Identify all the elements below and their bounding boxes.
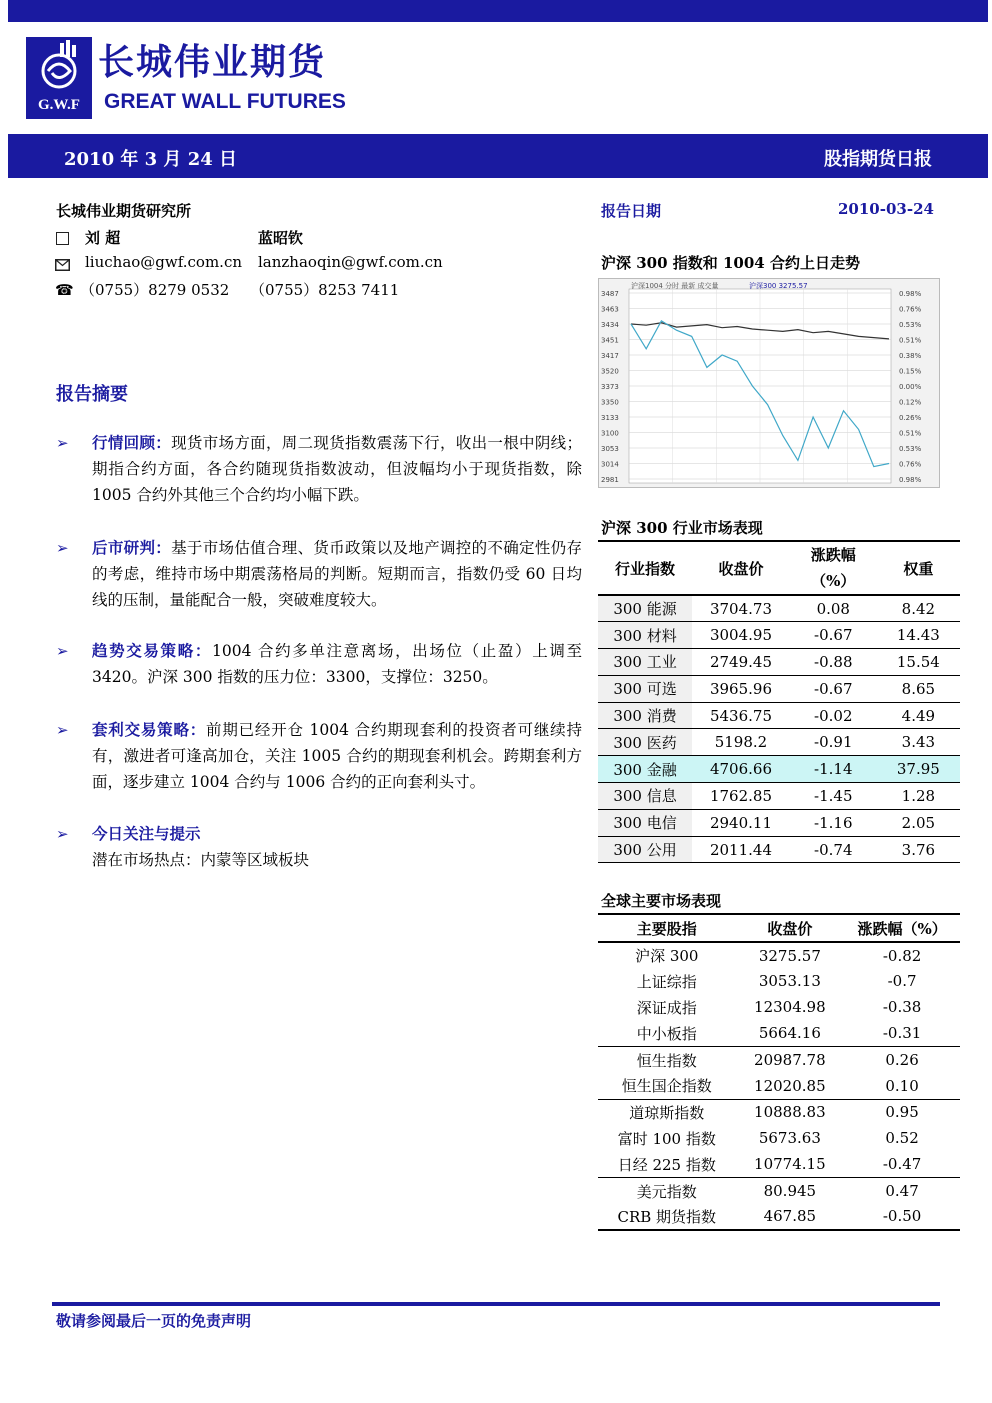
table-cell: 4706.66 [692, 756, 790, 783]
table-cell: 道琼斯指数 [629, 1103, 705, 1122]
col-header: 涨跌幅（%） [844, 914, 960, 942]
y-tick-label: 3373 [601, 383, 619, 391]
col-header: 收盘价 [736, 914, 845, 942]
company-logo [26, 37, 92, 119]
intraday-chart-svg [599, 279, 941, 489]
table-row [598, 702, 960, 729]
table-cell: 日经 225 指数 [598, 1152, 736, 1178]
table-cell: 14.43 [877, 622, 960, 649]
top-banner [8, 0, 988, 22]
report-date-header: 2010 年 3 月 24 日 [64, 149, 238, 170]
table-cell: 2011.44 [692, 836, 790, 863]
y-tick-label-right: 0.00% [899, 383, 922, 391]
table-row [598, 968, 960, 994]
table-cell: 300 能源 [598, 595, 692, 622]
author-phone-1: （0755）8279 0532 [80, 281, 230, 299]
table-cell: -0.02 [790, 702, 877, 729]
col-header: 收盘价 [692, 541, 790, 595]
table-cell: 深证成指 [636, 998, 697, 1017]
table-cell: 0.08 [790, 595, 877, 622]
table-cell: 0.26 [885, 1051, 919, 1070]
table-cell: 3275.57 [758, 946, 821, 965]
author-email-2[interactable]: lanzhaoqin@gwf.com.cn [258, 253, 443, 271]
summary-item-focus: 今日关注与提示 潜在市场热点：内蒙等区域板块 [92, 824, 310, 869]
y-tick-label: 3014 [601, 460, 619, 469]
table-cell: -0.74 [790, 836, 877, 863]
logo-text: G.W.F [38, 97, 80, 113]
chart-legend: 沪深1004 分时 最新 成交量 [631, 282, 719, 290]
global-table-title: 全球主要市场表现 [601, 892, 722, 910]
col-header: 行业指数 [598, 541, 692, 595]
table-row [598, 783, 960, 810]
table-row [598, 1204, 960, 1230]
table-row [598, 942, 960, 968]
research-dept: 长城伟业期货研究所 [56, 202, 192, 220]
table-cell: 1.28 [877, 783, 960, 810]
date-bar [8, 134, 988, 178]
table-cell: 富时 100 指数 [617, 1129, 716, 1148]
table-cell: 300 公用 [598, 836, 692, 863]
table-cell: 300 金融 [598, 756, 692, 783]
author-phone-2: （0755）8253 7411 [250, 281, 400, 299]
logo-swirl-icon [26, 37, 92, 97]
table-cell: 恒生指数 [636, 1051, 697, 1070]
table-row [598, 1047, 960, 1073]
table-cell: 3.43 [877, 729, 960, 756]
table-cell: 1762.85 [692, 783, 790, 810]
table-cell: -0.88 [790, 649, 877, 676]
y-tick-label-right: 0.98% [899, 476, 922, 484]
disclaimer-note: 敬请参阅最后一页的免责声明 [56, 1312, 252, 1330]
table-row [598, 675, 960, 702]
table-cell: 10774.15 [736, 1152, 845, 1178]
summary-item-review: 行情回顾：现货市场方面，周二现货指数震荡下行，收出一根中阴线；期指合约方面，各合约随现货指数波动，但波幅均小于现货指数，除 1005 合约外其他三个合约均小幅下跌。 [92, 433, 582, 504]
table-cell: 3965.96 [692, 675, 790, 702]
report-date-value: 2010-03-24 [838, 200, 934, 218]
y-tick-label-right: 0.76% [899, 305, 922, 314]
table-cell: -0.50 [844, 1204, 960, 1230]
table-row [598, 756, 960, 783]
table-cell: 20987.78 [754, 1051, 826, 1070]
y-tick-label: 3451 [601, 336, 619, 345]
table-cell: 300 医药 [598, 729, 692, 756]
table-row [598, 595, 960, 622]
bullet-arrow-icon: ➢ [56, 721, 69, 739]
table-row [598, 622, 960, 649]
table-cell: 8.65 [877, 675, 960, 702]
chart-title: 沪深 300 指数和 1004 合约上日走势 [601, 254, 860, 272]
table-cell: 2940.11 [692, 809, 790, 836]
table-cell: 12304.98 [754, 998, 826, 1017]
table-cell: 3053.13 [758, 972, 821, 991]
table-cell: -0.82 [882, 946, 922, 965]
y-tick-label: 3417 [601, 352, 619, 360]
table-row [598, 1021, 960, 1047]
table-cell: 上证综指 [636, 972, 697, 991]
table-cell: 300 材料 [598, 622, 692, 649]
summary-item-trend: 趋势交易策略：1004 合约多单注意离场，出场位（止盈）上调至 3420。沪深 300 指数的压力位：3300，支撑位：3250。 [92, 641, 582, 686]
summary-item-arbitrage: 套利交易策略：前期已经开仓 1004 合约期现套利的投资者可继续持有，激进者可逢高加仓，关注 1005 合约的期现套利机会。跨期套利方面，逐步建立 1004 合约与 1006 合约的正向套利头寸。 [92, 720, 582, 791]
table-cell: -1.45 [790, 783, 877, 810]
table-row [598, 994, 960, 1020]
table-cell: -0.67 [790, 622, 877, 649]
table-cell: -0.91 [790, 729, 877, 756]
table-cell: -1.16 [790, 809, 877, 836]
table-cell: 恒生国企指数 [598, 1073, 736, 1099]
summary-item-outlook: 后市研判：基于市场估值合理、货币政策以及地产调控的不确定性仍存的考虑，维持市场中期震荡格局的判断。短期而言，指数仍受 60 日均线的压制，量能配合一般，突破难度较大。 [92, 538, 582, 609]
table-cell: -1.14 [790, 756, 877, 783]
phone-icon: ☎ [55, 281, 74, 299]
table-cell: -0.7 [887, 972, 917, 991]
table-cell: 沪深 300 [635, 947, 699, 966]
table-cell: 300 信息 [598, 783, 692, 810]
table-cell: 467.85 [736, 1204, 845, 1230]
footer-rule [52, 1302, 940, 1306]
table-cell: -0.38 [882, 998, 922, 1017]
table-cell: 5664.16 [736, 1021, 845, 1047]
author-email-1[interactable]: liuchao@gwf.com.cn [85, 253, 243, 271]
table-row [598, 649, 960, 676]
y-tick-label-right: 0.98% [899, 290, 922, 298]
bullet-arrow-icon: ➢ [56, 642, 69, 660]
table-cell: 美元指数 [636, 1182, 697, 1201]
y-tick-label-right: 0.15% [899, 367, 922, 376]
table-cell: 2.05 [877, 809, 960, 836]
table-row [598, 1073, 960, 1099]
summary-title: 报告摘要 [56, 384, 128, 405]
pen-icon [56, 232, 69, 245]
table-cell: 0.52 [885, 1129, 919, 1148]
table-row [598, 729, 960, 756]
table-cell: 0.95 [885, 1103, 919, 1122]
col-header: 权重 [877, 541, 960, 595]
table-cell: 2749.45 [692, 649, 790, 676]
y-tick-label: 2981 [601, 476, 619, 484]
y-tick-label-right: 0.51% [899, 429, 922, 438]
industry-table [598, 540, 960, 863]
table-cell: 300 消费 [598, 702, 692, 729]
table-row [598, 1099, 960, 1125]
report-type: 股指期货日报 [824, 149, 932, 170]
table-cell: 12020.85 [736, 1073, 845, 1099]
table-cell: -0.31 [844, 1021, 960, 1047]
y-tick-label: 3520 [601, 367, 619, 376]
table-row [598, 1152, 960, 1178]
y-tick-label-right: 0.53% [899, 445, 922, 453]
y-tick-label: 3100 [601, 429, 619, 438]
chart-legend-2: 沪深300 3275.57 [749, 282, 808, 290]
table-cell: 10888.83 [754, 1103, 826, 1122]
table-row [598, 836, 960, 863]
report-date-label: 报告日期 [601, 202, 662, 220]
table-cell: 80.945 [763, 1182, 817, 1201]
industry-table-title: 沪深 300 行业市场表现 [601, 519, 763, 537]
table-row [598, 809, 960, 836]
col-header: 主要股指 [598, 914, 736, 942]
y-tick-label: 3053 [601, 445, 619, 453]
y-tick-label: 3133 [601, 414, 619, 422]
table-cell: 5436.75 [692, 702, 790, 729]
author-name-2: 蓝昭钦 [258, 229, 304, 247]
table-cell: 300 电信 [598, 809, 692, 836]
table-cell: 3704.73 [692, 595, 790, 622]
table-cell: 3004.95 [692, 622, 790, 649]
global-table [598, 913, 960, 1231]
table-cell: 3.76 [877, 836, 960, 863]
y-tick-label-right: 0.12% [899, 398, 922, 407]
table-cell: 300 可选 [598, 675, 692, 702]
y-tick-label: 3463 [601, 305, 619, 314]
bullet-arrow-icon: ➢ [56, 825, 69, 843]
table-cell: 0.47 [885, 1182, 919, 1201]
table-cell: 15.54 [877, 649, 960, 676]
y-tick-label-right: 0.26% [899, 414, 922, 422]
y-tick-label: 3350 [601, 398, 619, 407]
table-row [598, 1125, 960, 1151]
y-tick-label: 3487 [601, 290, 619, 298]
col-header: 涨跌幅 （%） [790, 541, 877, 595]
table-cell: 8.42 [877, 595, 960, 622]
table-cell: 5673.63 [758, 1129, 821, 1148]
table-cell: -0.47 [844, 1152, 960, 1178]
y-tick-label: 3434 [601, 321, 619, 329]
author-name-1: 刘 超 [85, 229, 121, 247]
bullet-arrow-icon: ➢ [56, 539, 69, 557]
table-cell: -0.67 [790, 675, 877, 702]
bullet-arrow-icon: ➢ [56, 434, 69, 452]
email-icon [55, 256, 70, 275]
brand-name-en: GREAT WALL FUTURES [104, 90, 346, 113]
y-tick-label-right: 0.38% [899, 352, 922, 360]
brand-name-cn: 长城伟业期货 [98, 42, 327, 83]
table-row [598, 1178, 960, 1204]
table-cell: 300 工业 [598, 649, 692, 676]
table-cell: 中小板指 [598, 1021, 736, 1047]
table-cell: 4.49 [877, 702, 960, 729]
table-cell: 5198.2 [692, 729, 790, 756]
intraday-chart [598, 278, 940, 488]
y-tick-label-right: 0.76% [899, 460, 922, 469]
y-tick-label-right: 0.51% [899, 336, 922, 345]
table-cell: 0.10 [844, 1073, 960, 1099]
y-tick-label-right: 0.53% [899, 321, 922, 329]
table-cell: 37.95 [877, 756, 960, 783]
table-cell: CRB 期货指数 [598, 1204, 736, 1230]
